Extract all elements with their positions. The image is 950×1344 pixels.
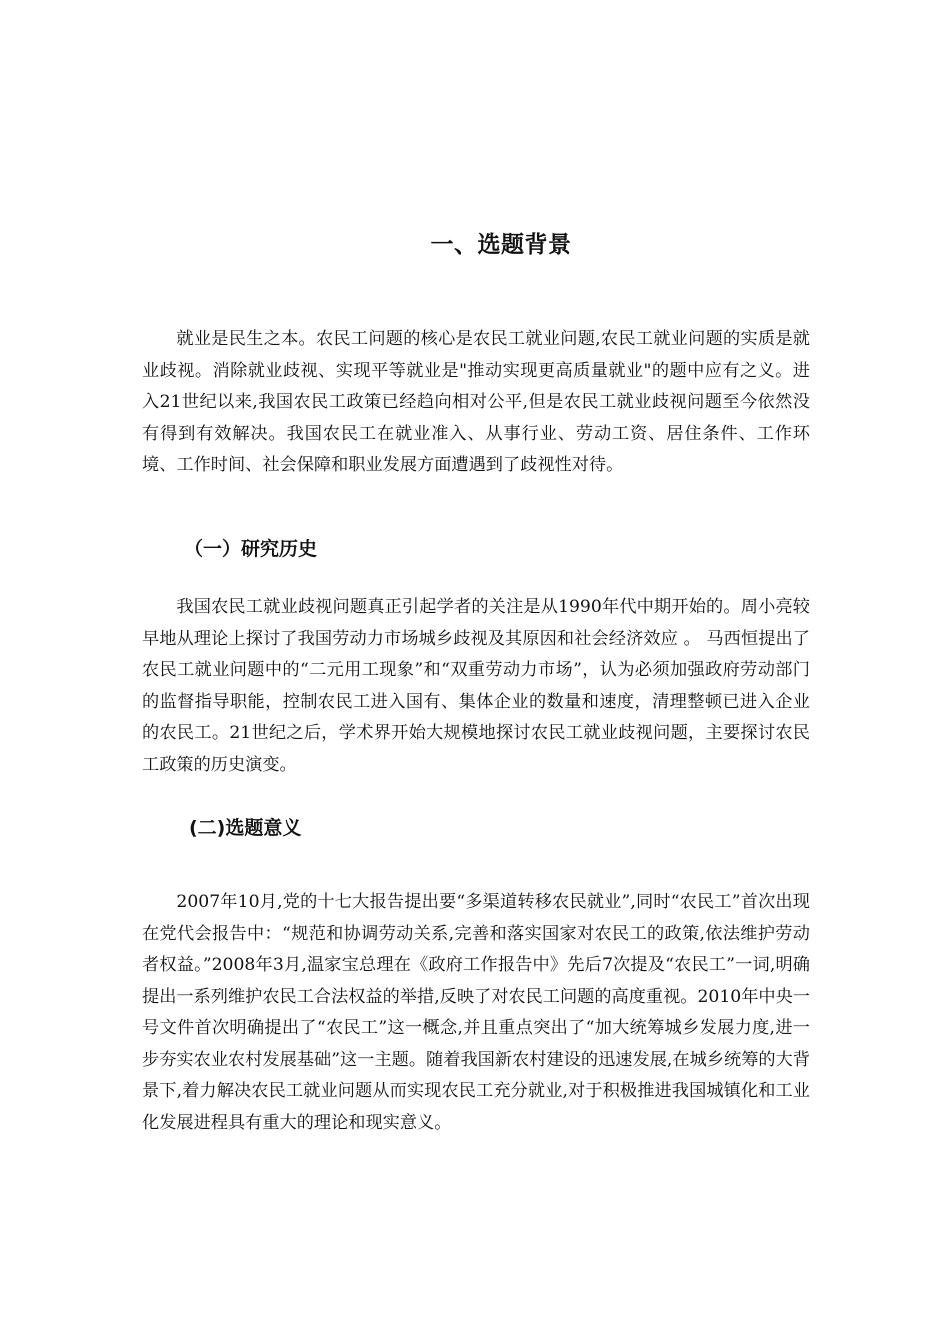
history-heading: （一）研究历史 — [184, 538, 318, 560]
section-title: 一、选题背景 — [430, 232, 572, 258]
significance-paragraph: 2007年10月,党的十七大报告提出要“多渠道转移农民就业”,同时“农民工”首次出现在党代会报告中：“规范和协调劳动关系,完善和落实国家对农民工的政策,依法维护劳动者权益。”2008年3月,温家宝总理在《政府工作报告中》先后7次提及“农民工”一词,明确提出一系列维护农民工合法权益的举措,反映了对农民工问题的高度重视。2010年中央一号文件首次明确提出了“农民工”这一概念,并且重点突出了“加大统筹城乡发展力度,进一步夯实农业农村发展基础”这一主题。随着我国新农村建设的迅速发展,在城乡统筹的大背景下,着力解决农民工就业问题从而实现农民工充分就业,对于积极推进我国城镇化和工业化发展进程具有重大的理论和现实意义。 — [142, 892, 810, 1133]
background-paragraph: 就业是民生之本。农民工问题的核心是农民工就业问题,农民工就业问题的实质是就业歧视。消除就业歧视、实现平等就业是"推动实现更高质量就业"的题中应有之义。进入21世纪以来,我国农民工政策已经趋向相对公平,但是农民工就业歧视问题至今依然没有得到有效解决。我国农民工在就业准入、从事行业、劳动工资、居住条件、工作环境、工作时间、社会保障和职业发展方面遭遇到了歧视性对待。 — [142, 329, 810, 475]
significance-heading: (二)选题意义 — [189, 817, 302, 839]
history-paragraph: 我国农民工就业歧视问题真正引起学者的关注是从1990年代中期开始的。周小亮较早地从理论上探讨了我国劳动力市场城乡歧视及其原因和社会经济效应 。 马西恒提出了农民工就业问题中的“二元用工现象”和“双重劳动力市场”，认为必须加强政府劳动部门的监督指导职能，控制农民工进入国有、集体企业的数量和速度，清理整顿已进入企业的农民工。21世纪之后，学术界开始大规模地探讨农民工就业歧视问题，主要探讨农民工政策的历史演变。 — [142, 597, 810, 775]
